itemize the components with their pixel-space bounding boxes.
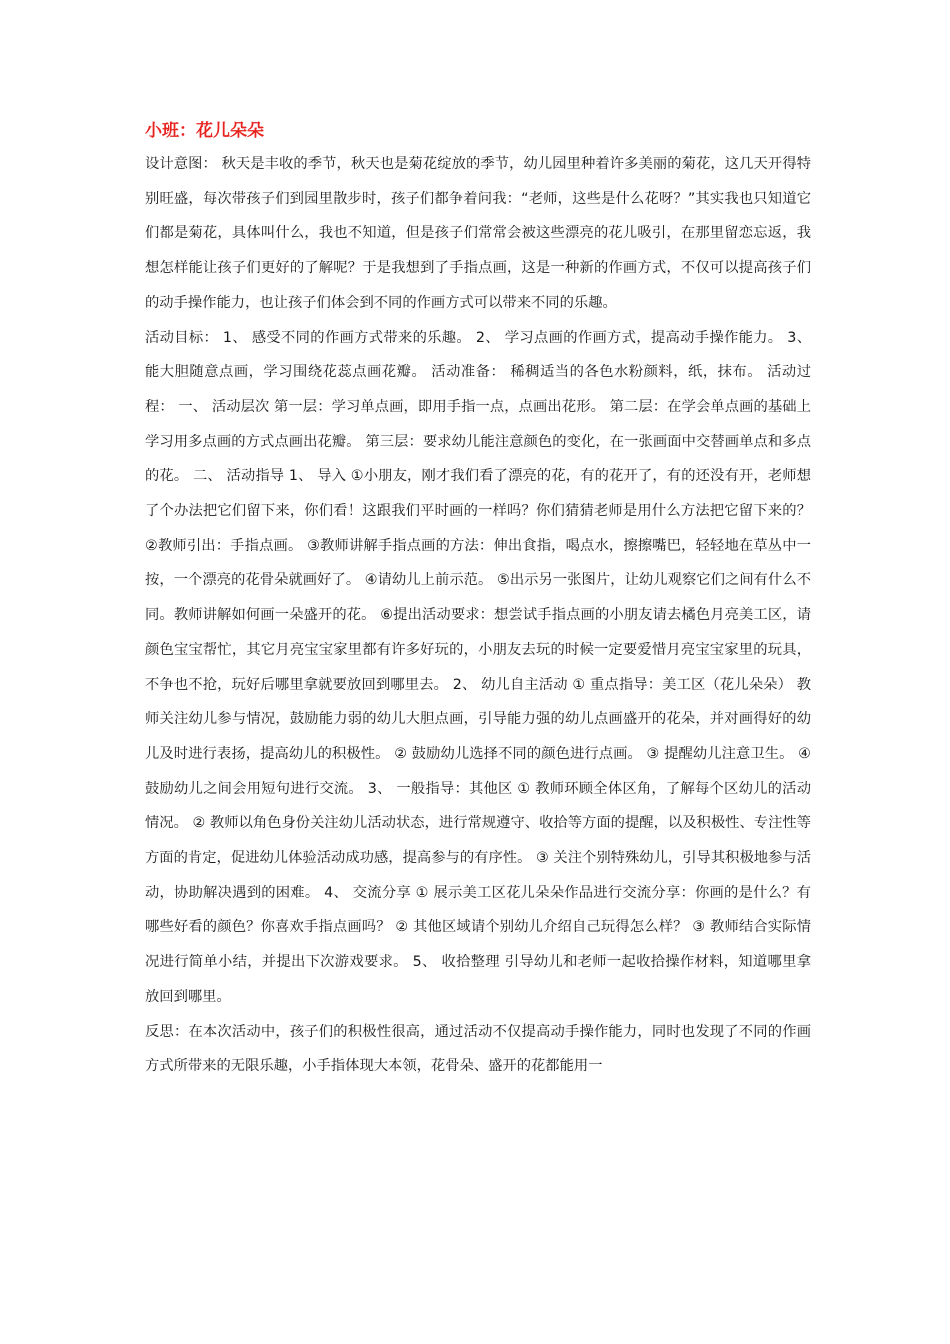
design-intent-paragraph: 设计意图： 秋天是丰收的季节，秋天也是菊花绽放的季节，幼儿园里种着许多美丽的菊花，这几天开得特别旺盛，每次带孩子们到园里散步时，孩子们都争着问我：“老师，这些是什么花呀？”其实我也只知道它们都是菊花，具体叫什么，我也不知道，但是孩子们常常会被这些漂亮的花儿吸引，在那里留恋忘返，我想怎样能让孩子们更好的了解呢？于是我想到了手指点画，这是一种新的作画方式，不仅可以提高孩子们的动手操作能力，也让孩子们体会到不同的作画方式可以带来不同的乐趣。 xyxy=(145,156,811,311)
document-page xyxy=(145,120,811,1084)
reflection-paragraph: 反思：在本次活动中，孩子们的积极性很高，通过活动不仅提高动手操作能力，同时也发现了不同的作画方式所带来的无限乐趣，小手指体现大本领，花骨朵、盛开的花都能用一 xyxy=(145,1023,811,1075)
activity-body-paragraph: 活动目标： 1、 感受不同的作画方式带来的乐趣。 2、 学习点画的作画方式，提高动手操作能力。 3、 能大胆随意点画，学习围绕花蕊点画花瓣。 活动准备： 稀稠适当的各色水粉颜料，纸，抹布。 活动过程： 一、 活动层次 第一层：学习单点画，即用手指一点，点画出花形。 第二层：在学会单点画的基础上学习用多点画的方式点画出花瓣。 第三层：要求幼儿能注意颜色的变化，在一张画面中交替画单点和多点的花。 二、 活动指导 1、 导入 ①小朋友，刚才我们看了漂亮的花，有的花开了，有的还没有开，老师想了个办法把它们留下来，你们看！这跟我们平时画的一样吗？你们猜猜老师是用什么方法把它留下来的？ ②教师引出：手指点画。 ③教师讲解手指点画的方法：伸出食指，喝点水，擦擦嘴巴，轻轻地在草丛中一按，一个漂亮的花骨朵就画好了。 ④请幼儿上前示范。 ⑤出示另一张图片，让幼儿观察它们之间有什么不同。教师讲解如何画一朵盛开的花。 ⑥提出活动要求：想尝试手指点画的小朋友请去橘色月亮美工区，请颜色宝宝帮忙，其它月亮宝宝家里都有许多好玩的，小朋友去玩的时候一定要爱惜月亮宝宝家里的玩具，不争也不抢，玩好后哪里拿就要放回到哪里去。 2、 幼儿自主活动 ① 重点指导：美工区（花儿朵朵） 教师关注幼儿参与情况，鼓励能力弱的幼儿大胆点画，引导能力强的幼儿点画盛开的花朵，并对画得好的幼儿及时进行表扬，提高幼儿的积极性。 ② 鼓励幼儿选择不同的颜色进行点画。 ③ 提醒幼儿注意卫生。 ④ 鼓励幼儿之间会用短句进行交流。 3、 一般指导：其他区 ① 教师环顾全体区角，了解每个区幼儿的活动情况。 ② 教师以角色身份关注幼儿活动状态，进行常规遵守、收拾等方面的提醒，以及积极性、专注性等方面的肯定，促进幼儿体验活动成功感，提高参与的有序性。 ③ 关注个别特殊幼儿，引导其积极地参与活动，协助解决遇到的困难。 4、 交流分享 ① 展示美工区花儿朵朵作品进行交流分享：你画的是什么？有哪些好看的颜色？你喜欢手指点画吗？ ② 其他区域请个别幼儿介绍自己玩得怎么样？ ③ 教师结合实际情况进行简单小结，并提出下次游戏要求。 5、 收拾整理 引导幼儿和老师一起收拾操作材料，知道哪里拿放回到哪里。 xyxy=(145,329,811,1005)
page-title: 小班：花儿朵朵 xyxy=(145,121,264,141)
